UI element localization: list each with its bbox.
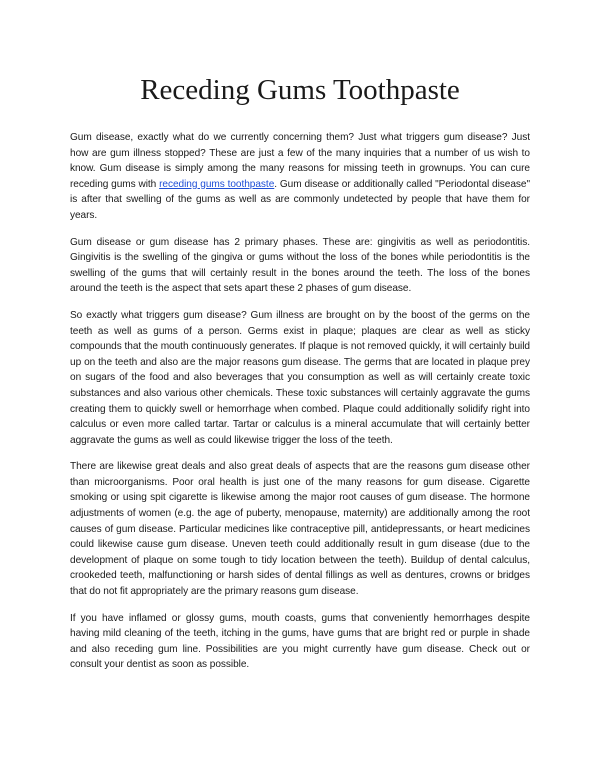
paragraph-intro (70, 130, 530, 224)
paragraph-phases: Gum disease or gum disease has 2 primary phases. These are: gingivitis as well as periodontitis. Gingivitis is the swelling of the gingiva or gums without the loss of the bones while periodontitis is the swelling of the gums that will certainly result in the bones around the teeth. The loss of the bones around the teeth is the aspect that sets apart these 2 phases of gum disease. (70, 236, 530, 295)
document-body (70, 130, 530, 673)
paragraph-symptoms: If you have inflamed or glossy gums, mouth coasts, gums that conveniently hemorrhages despite having mild cleaning of the teeth, itching in the gums, have gums that are bright red or purple in shade and also receding gum line. Possibilities are you might currently have gum disease. Check out or consult your dentist as soon as possible. (70, 612, 530, 671)
paragraph-intro-text-before: Gum disease, exactly what do we currently concerning them? Just what triggers gum disease? Just how are gum illness stopped? These are just a few of the many inquiries that a number of us wish to know. Gum disease is simply among the many reasons for missing teeth in grownups. You can cure receding gums with (70, 132, 530, 190)
paragraph-factors: There are likewise great deals and also great deals of aspects that are the reasons gum disease other than microorganisms. Poor oral health is just one of the many reasons for gum disease. Cigarette smoking or using spit cigarette is likewise among the major root causes of gum disease. The hormone adjustments of women (e.g. the age of puberty, menopause, maternity) are additionally among the root causes of gum disease. Particular medicines like contraceptive pill, antidepressants, or heart medicines could likewise cause gum disease. Uneven teeth could additionally result in gum disease (due to the development of plaque on some tough to tidy location between the teeth). Buildup of dental calculus, crookeded teeth, malfunctioning or harsh sides of dental fillings as well as dentures, crowns or bridges that do not fit appropriately are the primary reasons gum disease. (70, 461, 530, 598)
paragraph-causes: So exactly what triggers gum disease? Gum illness are brought on by the boost of the germs on the teeth as well as gums of a person. Germs exist in plaque; plaques are clear as well as sticky compounds that the mouth continuously generates. If plaque is not removed quickly, it will certainly build up on the teeth and also are the major reasons gum disease. The germs that are located in plaque prey on sugars of the food and also beverages that you consumption as well as will certainly create toxic substances and also various other chemicals. These toxic substances will certainly aggravate the gums creating them to quickly swell or hemorrhage when combed. Plaque could additionally solidify right into calculus or even more called tartar. Tartar or calculus is a mineral accumulate that will certainly better aggravate the gums as well as could likewise trigger the loss of the teeth. (70, 309, 530, 446)
document-title: Receding Gums Toothpaste (140, 74, 460, 106)
paragraph-intro-text-after: . Gum disease or additionally called "Periodontal disease" is after that swelling of the gums as well as are commonly undetected by people that have them for years. (70, 178, 531, 221)
receding-gums-toothpaste-link[interactable]: receding gums toothpaste (159, 178, 275, 190)
